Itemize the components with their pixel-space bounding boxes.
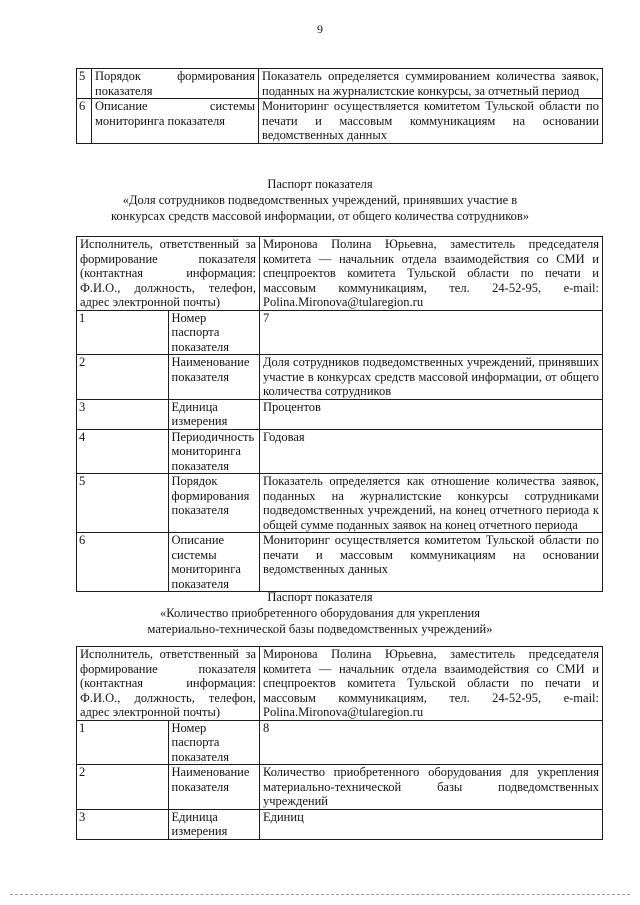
- row-label: Порядок формирования показателя: [168, 474, 260, 533]
- row-number: 4: [77, 429, 169, 474]
- table-row: [77, 809, 603, 839]
- row-value: Количество приобретенного оборудования для укрепления материально-технической базы подведомственных учреждений: [260, 765, 603, 810]
- executor-value: Миронова Полина Юрьевна, заместитель председателя комитета — начальник отдела взаимодействия со СМИ и спецпроектов комитета Тульской области по печати и массовым коммуникациям, тел. 24-52-95, e-mail: Polina.Mironova@tularegion.ru: [260, 237, 603, 311]
- table-row: [77, 647, 603, 721]
- passport-7-heading: Паспорт показателя: [267, 177, 373, 191]
- scan-edge-divider: [10, 894, 630, 895]
- row-number: 2: [77, 765, 169, 810]
- row-value: 8: [260, 720, 603, 765]
- row-value: Процентов: [260, 399, 603, 429]
- table-row: [77, 99, 603, 144]
- row-number: 1: [77, 720, 169, 765]
- row-number: 5: [77, 474, 169, 533]
- row-label: Номер паспорта показателя: [168, 720, 260, 765]
- table-row: [77, 474, 603, 533]
- page-number: 9: [317, 22, 323, 36]
- passport-7-title: «Доля сотрудников подведомственных учреждений, принявших участие в конкурсах средств массовой информации, от общего количества сотрудников»: [110, 193, 530, 223]
- row-number: 5: [77, 69, 92, 99]
- row-value: Единиц: [260, 809, 603, 839]
- row-label: Порядок формирования показателя: [92, 69, 259, 99]
- row-value: Мониторинг осуществляется комитетом Тульской области по печати и массовым коммуникациям на основании ведомственных данных: [260, 533, 603, 592]
- executor-value: Миронова Полина Юрьевна, заместитель председателя комитета — начальник отдела взаимодействия со СМИ и спецпроектов комитета Тульской области по печати и массовым коммуникациям, тел. 24-52-95, e-mail: Polina.Mironova@tularegion.ru: [260, 647, 603, 721]
- table-row: [77, 533, 603, 592]
- table-row: [77, 720, 603, 765]
- passport-8-table: [76, 646, 603, 840]
- table-row: [77, 310, 603, 355]
- row-label: Единица измерения: [168, 399, 260, 429]
- row-number: 3: [77, 809, 169, 839]
- row-value: Годовая: [260, 429, 603, 474]
- row-label: Описание системы мониторинга показателя: [168, 533, 260, 592]
- executor-label: Исполнитель, ответственный за формирование показателя (контактная информация: Ф.И.О., должность, телефон, адрес электронной почты): [77, 647, 260, 721]
- passport-8-heading: Паспорт показателя: [267, 590, 373, 604]
- table-row: [77, 429, 603, 474]
- table-row: [77, 69, 603, 99]
- row-value: Доля сотрудников подведомственных учреждений, принявших участие в конкурсах средств массовой информации, от общего количества сотрудников: [260, 355, 603, 400]
- row-value: Мониторинг осуществляется комитетом Тульской области по печати и массовым коммуникациям на основании ведомственных данных: [259, 99, 603, 144]
- row-number: 3: [77, 399, 169, 429]
- row-label: Наименование показателя: [168, 765, 260, 810]
- row-label: Единица измерения: [168, 809, 260, 839]
- row-label: Описание системы мониторинга показателя: [92, 99, 259, 144]
- row-label: Наименование показателя: [168, 355, 260, 400]
- row-label: Номер паспорта показателя: [168, 310, 260, 355]
- passport-7-table: [76, 236, 603, 592]
- row-value: Показатель определяется как отношение количества заявок, поданных на журналистские конкурсы сотрудниками подведомственных учреждений, на конец отчетного периода к общей сумме поданных заявок на конец отчетного периода: [260, 474, 603, 533]
- table-row: [77, 237, 603, 311]
- table-row: [77, 399, 603, 429]
- row-number: 6: [77, 533, 169, 592]
- table-row: [77, 765, 603, 810]
- passport-8-title: «Количество приобретенного оборудования для укрепления материально-технической базы подведомственных учреждений»: [147, 606, 493, 636]
- row-value: Показатель определяется суммированием количества заявок, поданных на журналистские конкурсы, за отчетный период: [259, 69, 603, 99]
- passport-table-continued: [76, 68, 603, 144]
- table-row: [77, 355, 603, 400]
- row-number: 2: [77, 355, 169, 400]
- row-label: Периодичность мониторинга показателя: [168, 429, 260, 474]
- row-value: 7: [260, 310, 603, 355]
- row-number: 6: [77, 99, 92, 144]
- executor-label: Исполнитель, ответственный за формирование показателя (контактная информация: Ф.И.О., должность, телефон, адрес электронной почты): [77, 237, 260, 311]
- row-number: 1: [77, 310, 169, 355]
